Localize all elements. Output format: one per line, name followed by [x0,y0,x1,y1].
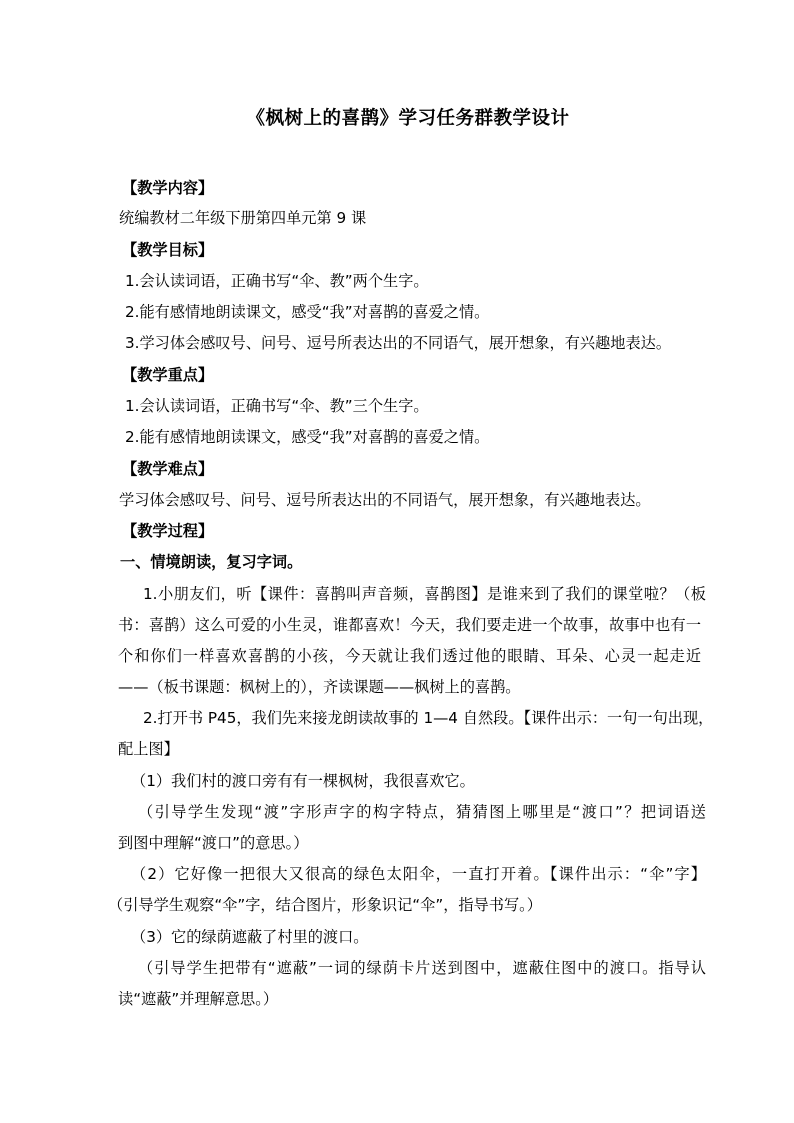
sentence-2: （2）它好像一把很大又很高的绿色太阳伞，一直打开着。【课件出示：“伞”字】 [131,865,706,883]
difficulty-text: 学习体会感叹号、问号、逗号所表达出的不同语气，展开想象，有兴趣地表达。 [119,491,651,509]
key-point-item: 1.会认读词语，正确书写“伞、教”三个生字。 [125,397,429,415]
note-line: （引导学生观察“伞”字，结合图片，形象识记“伞”，指导书写。） [108,896,542,914]
paragraph-line: ——（板书课题：枫树上的），齐读课题——枫树上的喜鹊。 [118,678,521,696]
note-line: 到图中理解“渡口”的意思。） [118,834,309,852]
content-text: 统编教材二年级下册第四单元第 9 课 [119,209,367,227]
paragraph-line: 1.小朋友们，听【课件：喜鹊叫声音频，喜鹊图】是谁来到了我们的课堂啦？（板 [143,585,706,603]
sentence-1: （1）我们村的渡口旁有有一棵枫树，我很喜欢它。 [131,772,475,790]
note-line: （引导学生发现“渡”字形声字的构字特点，猜猜图上哪里是“渡口”？把词语送 [138,803,706,821]
note-line: 读“遮蔽”并理解意思。） [118,990,279,1008]
paragraph-line: 个和你们一样喜欢喜鹊的小孩，今天就让我们透过他的眼睛、耳朵、心灵一起走近 [118,647,701,665]
content-heading: 【教学内容】 [122,179,214,197]
paragraph-line: 2.打开书 P45，我们先来接龙朗读故事的 1—4 自然段。【课件出示：一句一句出现， [143,709,714,727]
note-line: （引导学生把带有“遮蔽”一词的绿荫卡片送到图中，遮蔽住图中的渡口。指导认 [138,959,706,977]
part1-heading: 一、情境朗读，复习字词。 [120,553,303,571]
difficulty-heading: 【教学难点】 [122,460,214,478]
key-point-item: 2.能有感情地朗读课文，感受“我”对喜鹊的喜爱之情。 [125,428,490,446]
process-heading: 【教学过程】 [122,522,214,540]
sentence-3: （3）它的绿荫遮蔽了村里的渡口。 [131,928,369,946]
paragraph-line: 配上图】 [118,740,179,758]
goal-item: 3.学习体会感叹号、问号、逗号所表达出的不同语气，展开想象，有兴趣地表达。 [125,334,672,352]
goals-heading: 【教学目标】 [122,241,214,259]
goal-item: 1.会认读词语，正确书写“伞、教”两个生字。 [125,272,429,290]
goal-item: 2.能有感情地朗读课文，感受“我”对喜鹊的喜爱之情。 [125,303,490,321]
document-title: 《枫树上的喜鹊》学习任务群教学设计 [246,108,570,129]
key-heading: 【教学重点】 [122,366,214,384]
paragraph-line: 书：喜鹊）这么可爱的小生灵，谁都喜欢！今天，我们要走进一个故事，故事中也有一 [118,616,701,634]
